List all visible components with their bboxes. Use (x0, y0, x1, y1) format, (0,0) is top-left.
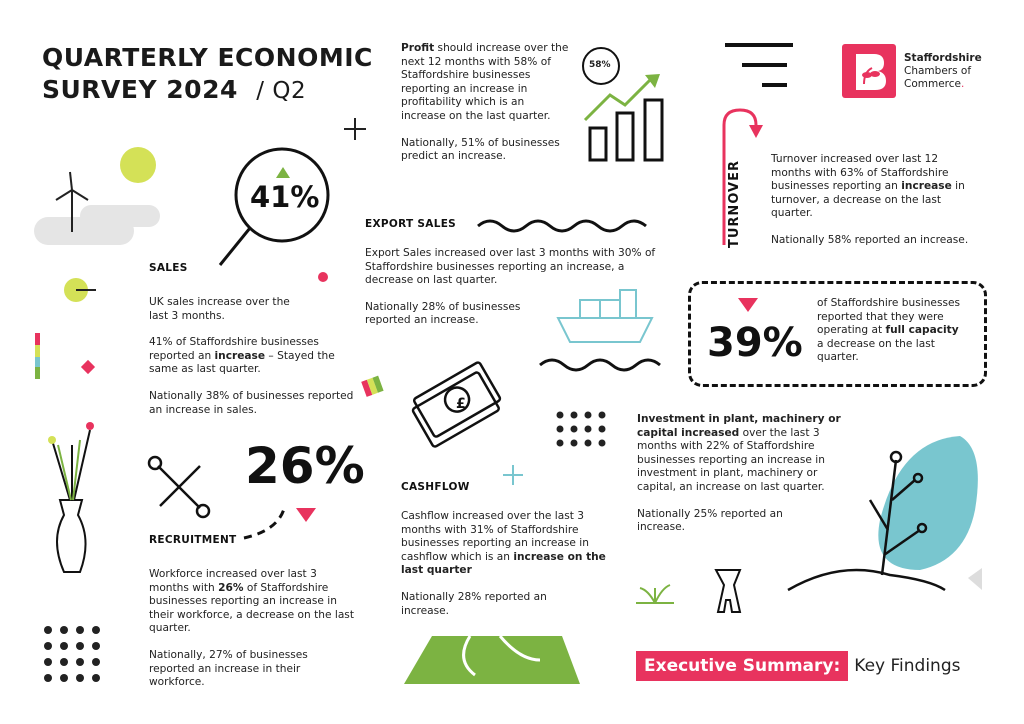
logo (842, 44, 896, 98)
investment-national: Nationally 25% reported an increase. (637, 507, 783, 534)
recruitment-section (149, 568, 359, 690)
sales-p1: UK sales increase over the last 3 months. (149, 296, 290, 322)
investment-section (637, 413, 842, 535)
export-national: Nationally 28% of businesses reported an increase. (365, 300, 521, 327)
plus-icon (503, 465, 523, 485)
key-findings: Key Findings (854, 656, 961, 676)
sales-heading: SALES (149, 262, 188, 274)
up-arrow-icon (276, 167, 290, 178)
title-quarter: / Q2 (256, 78, 307, 104)
sales-p3: Nationally 38% of businesses reported an increase in sales. (149, 389, 354, 416)
capacity-text: of Staffordshire businesses reported that they were operating at full capacity a decrease on the last quarter. (817, 297, 961, 364)
sales-percent: 41% (250, 180, 320, 214)
recruitment-text: Workforce increased over last 3 months with 26% of Staffordshire businesses reporting an increase in their workforce, a decrease on the last quarter. (149, 568, 354, 635)
logo-mark-icon (842, 44, 896, 98)
green-field (404, 636, 580, 684)
cashflow-section (401, 510, 606, 618)
turnover-national: Nationally 58% reported an increase. (771, 233, 969, 246)
export-heading: EXPORT SALES (365, 218, 457, 230)
executive-summary (636, 650, 960, 682)
dashed-curve (244, 505, 285, 538)
title-line2: SURVEY 2024 / Q2 (42, 75, 307, 104)
hut-icon (716, 570, 740, 612)
export-text: Export Sales increased over last 3 months with 30% of Staffordshire businesses reporting an increase, a decrease on last quarter. (365, 247, 656, 287)
capacity-section (817, 297, 967, 365)
logo-text: Staffordshire Chambers of Commerce. (904, 52, 982, 90)
profit-section (401, 42, 571, 164)
title-line1: QUARTERLY ECONOMIC (42, 43, 373, 72)
turnover-text: Turnover increased over last 12 months with 63% of Staffordshire businesses reporting an increase in turnover, a decrease on the last quarter. (771, 153, 965, 220)
profit-text: Profit should increase over the next 12 months with 58% of Staffordshire businesses reporting an increase in profitability which is an increase on the last quarter. (401, 42, 569, 122)
sales-p2: 41% of Staffordshire businesses reported an increase – Stayed the same as last quarter. (149, 336, 335, 376)
wave-icon (478, 221, 646, 231)
turnover-section (771, 153, 981, 248)
executive-summary-tag: Executive Summary: (636, 651, 848, 681)
sales-section (149, 296, 354, 417)
plus-icon (344, 118, 366, 140)
cashflow-national: Nationally 28% reported an increase. (401, 590, 547, 617)
recruitment-percent: 26% (245, 437, 365, 495)
recruitment-national: Nationally, 27% of businesses reported an increase in their workforce. (149, 648, 308, 689)
investment-text: Investment in plant, machinery or capital increased over the last 3 months with 22% of Staffordshire businesses reporting an increase in investment in plant, machinery or capital, an increase on last quarter. (637, 413, 841, 493)
cashflow-heading: CASHFLOW (401, 481, 470, 493)
grass-icon (636, 585, 674, 603)
vase-icon (52, 430, 90, 572)
capacity-percent: 39% (707, 320, 803, 366)
profit-national: Nationally, 51% of businesses predict an increase. (401, 136, 560, 163)
bar-chart-icon (590, 100, 662, 160)
export-section (365, 247, 675, 328)
svg-text:£: £ (456, 396, 466, 412)
profit-badge: 58% (589, 60, 611, 70)
tools-icon (149, 457, 209, 517)
stripes-icon (361, 376, 383, 397)
dot-grid (44, 626, 100, 682)
sun-icon (120, 147, 156, 183)
cashflow-text: Cashflow increased over the last 3 months with 31% of Staffordshire businesses reporting an increase in cashflow which is an increase on the last quarter (401, 510, 606, 577)
down-arrow-icon (296, 508, 316, 522)
dot-grid (557, 412, 606, 447)
turnover-label: TURNOVER (727, 160, 742, 248)
recruitment-heading: RECRUITMENT (149, 534, 237, 546)
filter-icon (725, 45, 793, 85)
wave-icon (540, 360, 660, 370)
